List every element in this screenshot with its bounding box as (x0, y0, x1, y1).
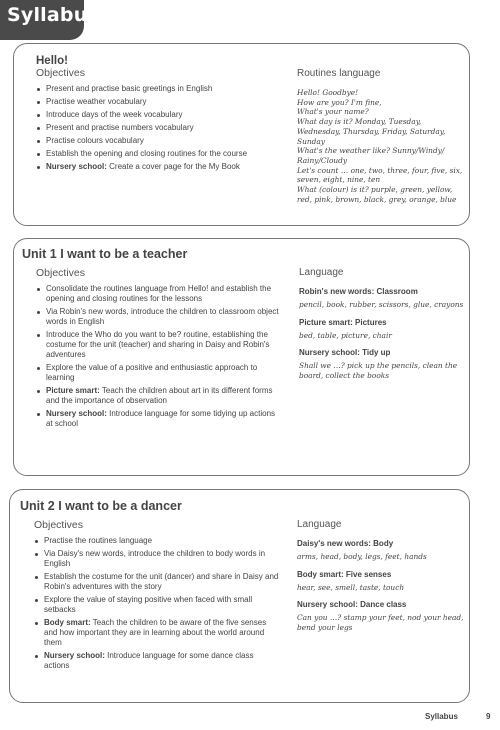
objective-text: Introduce language for some tidying up actions at school (46, 409, 276, 428)
objective-item (36, 162, 281, 172)
objective-item (34, 651, 279, 671)
objective-item (36, 409, 281, 429)
language-heading: Robin's new words: Classroom (299, 287, 418, 296)
tab-title: Syllabus (7, 4, 99, 26)
routine-line: What's the weather like? Sunny/Windy/ Rainy/Cloudy (297, 146, 445, 165)
unit1-title: Unit 1 I want to be a teacher (22, 247, 188, 261)
objective-item (36, 307, 281, 327)
objective-text: Via Robin's new words, introduce the children to classroom object words in English (46, 307, 279, 326)
unit2-title: Unit 2 I want to be a dancer (20, 499, 182, 513)
language-words: pencil, book, rubber, scissors, glue, crayons (299, 300, 464, 309)
unit2-language-label: Language (297, 519, 342, 530)
routine-line: What day is it? Monday, Tuesday, Wednesday, Thursday, Friday, Saturday, Sunday (297, 117, 446, 146)
unit2-language-list (297, 539, 465, 632)
routine-line: How are you? I'm fine, (297, 97, 382, 107)
language-heading: Nursery school: Tidy up (299, 348, 391, 358)
objective-item (34, 536, 279, 546)
language-heading: Nursery school: Dance class (297, 600, 407, 610)
syllabus-tab (0, 0, 99, 40)
language-words: hear, see, smell, taste, touch (297, 582, 405, 592)
routine-line: Hello! Goodbye! (297, 88, 359, 97)
unit1-language-label: Language (299, 267, 344, 278)
objective-item (36, 363, 281, 383)
routines-label: Routines language (297, 68, 381, 79)
objective-item (36, 136, 281, 146)
hello-objectives-list (36, 84, 281, 172)
objective-text: Practise the routines language (44, 536, 153, 545)
language-words: bed, table, picture, chair (299, 330, 392, 340)
objective-item (36, 149, 281, 159)
objective-item (36, 97, 281, 107)
language-heading: Daisy's new words: Body (297, 539, 394, 548)
objective-item (34, 595, 279, 615)
objective-bold-label: Nursery school: (46, 409, 107, 418)
objective-bold-label: Nursery school: (44, 651, 105, 660)
routine-line: What's your name? (297, 107, 369, 117)
objective-text: Present and practise basic greetings in English (46, 84, 213, 93)
hello-objectives-label: Objectives (36, 67, 86, 79)
objective-text: Introduce days of the week vocabulary (46, 110, 183, 119)
objective-item (36, 284, 281, 304)
objective-item (36, 386, 281, 406)
objective-item (34, 618, 279, 648)
language-heading: Picture smart: Pictures (299, 317, 387, 327)
objective-item (34, 549, 279, 569)
objective-text: Present and practise numbers vocabulary (46, 123, 194, 132)
hello-section (13, 43, 470, 226)
unit1-language-column (299, 267, 465, 380)
routine-line: What (colour) is it? purple, green, yellow, red, pink, brown, black, grey, orange, blue (297, 185, 457, 204)
objective-bold-label: Body smart: (44, 618, 91, 627)
objective-text: Practise colours vocabulary (46, 136, 144, 145)
objective-text: Establish the costume for the unit (dancer) and share in Daisy and Robin's adventures with the story (44, 572, 279, 591)
objective-text: Via Daisy's new words, introduce the children to body words in English (44, 549, 266, 568)
objective-text: Explore the value of a positive and enthusiastic approach to learning (46, 363, 258, 382)
objective-text: Practise weather vocabulary (46, 97, 147, 106)
objective-text: Teach the children to be aware of the five senses and how important they are in learning about the world around them (44, 618, 267, 647)
hello-objectives-column (36, 55, 281, 175)
objective-text: Introduce language for some dance class actions (44, 651, 254, 670)
unit1-language-list (299, 287, 465, 380)
objective-text: Explore the value of staying positive when faced with small setbacks (44, 595, 253, 614)
unit1-objectives-label: Objectives (36, 267, 86, 279)
language-words: Shall we …? pick up the pencils, clean the board, collect the books (299, 361, 458, 380)
unit2-objectives-label: Objectives (34, 519, 84, 531)
routines-list (297, 88, 465, 204)
page-number: 9 (486, 712, 491, 721)
language-words: arms, head, body, legs, feet, hands (297, 552, 427, 561)
language-words: Can you …? stamp your feet, nod your head, bend your legs (297, 613, 464, 632)
unit2-section (9, 489, 470, 703)
objective-item (34, 572, 279, 592)
objective-text: Create a cover page for the My Book (106, 162, 240, 171)
objective-item (36, 84, 281, 94)
unit1-objectives-list (36, 284, 281, 429)
unit1-section (13, 238, 470, 476)
unit2-objectives-column (34, 519, 279, 674)
unit2-objectives-list (34, 536, 279, 671)
language-heading: Body smart: Five senses (297, 569, 392, 579)
objective-item (36, 330, 281, 360)
objective-item (36, 110, 281, 120)
objective-text: Establish the opening and closing routines for the course (46, 149, 248, 158)
unit2-language-column (297, 519, 465, 632)
objective-item (36, 123, 281, 133)
routine-line: Let's count … one, two, three, four, five, six, seven, eight, nine, ten (297, 165, 463, 185)
hello-title: Hello! (36, 55, 68, 67)
objective-bold-label: Picture smart: (46, 386, 100, 395)
objective-text: Consolidate the routines language from Hello! and establish the opening and closing routines for the lessons (46, 284, 272, 303)
footer-section-name: Syllabus (425, 712, 458, 721)
unit1-objectives-column (36, 267, 281, 432)
objective-bold-label: Nursery school: (46, 162, 107, 171)
objective-text: Teach the children about art in its different forms and the importance of observation (46, 386, 273, 405)
objective-text: Introduce the Who do you want to be? routine, establishing the costume for the unit (teacher) and sharing in Daisy and Robin's adventures (46, 330, 270, 359)
hello-routines-column (297, 68, 465, 204)
